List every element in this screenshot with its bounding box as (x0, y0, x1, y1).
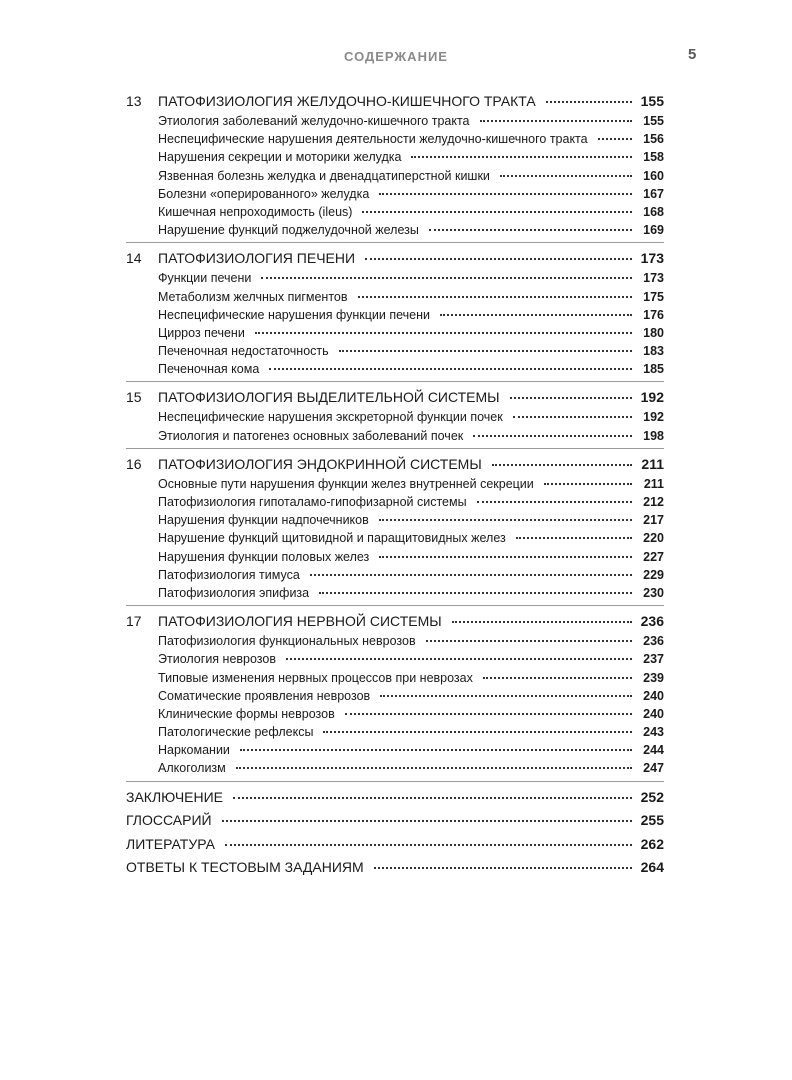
entry-page-number: 173 (643, 271, 664, 286)
entry-page-number: 175 (643, 289, 664, 304)
dot-leader (286, 657, 632, 660)
chapter-block (126, 610, 664, 782)
section-entry[interactable] (126, 529, 664, 547)
dot-leader (345, 712, 632, 715)
chapter-number: 15 (126, 389, 142, 406)
entry-title: Алкоголизм (158, 761, 226, 776)
dot-leader (452, 620, 632, 623)
entry-page-number: 244 (643, 743, 664, 758)
chapter-heading[interactable] (126, 610, 664, 632)
section-entry[interactable] (126, 130, 664, 148)
entry-page-number: 243 (643, 725, 664, 740)
entry-title: Нарушения секреции и моторики желудка (158, 150, 402, 165)
dot-leader (269, 367, 632, 370)
entry-page-number: 192 (640, 389, 664, 406)
entry-page-number: 227 (643, 549, 664, 564)
entry-page-number: 255 (640, 812, 664, 829)
dot-leader (480, 119, 633, 122)
entry-title: Патофизиология тимуса (158, 567, 300, 582)
dot-leader (240, 748, 632, 751)
entry-title: Цирроз печени (158, 325, 245, 340)
chapter-number: 13 (126, 93, 142, 109)
entry-page-number: 192 (643, 410, 664, 425)
entry-page-number: 252 (640, 788, 664, 805)
dot-leader (473, 434, 632, 437)
entry-title: ОТВЕТЫ К ТЕСТОВЫМ ЗАДАНИЯМ (126, 859, 364, 876)
dot-leader (500, 174, 632, 177)
dot-leader (358, 295, 632, 298)
entry-page-number: 212 (643, 495, 664, 509)
dot-leader (379, 192, 632, 195)
section-entry[interactable] (126, 408, 664, 426)
section-entry[interactable] (126, 324, 664, 342)
entry-title: ПАТОФИЗИОЛОГИЯ ВЫДЕЛИТЕЛЬНОЙ СИСТЕМЫ (158, 389, 500, 406)
section-entry[interactable] (126, 112, 664, 130)
entry-title: Клинические формы неврозов (158, 706, 335, 721)
entry-title: Нарушения функции надпочечников (158, 513, 369, 528)
dot-leader (546, 100, 632, 103)
section-entry[interactable] (126, 511, 664, 529)
chapter-heading[interactable] (126, 386, 664, 408)
section-entry[interactable] (126, 632, 664, 650)
entry-title: Нарушение функций щитовидной и паращитовидных желез (158, 531, 506, 546)
dot-leader (319, 591, 632, 594)
entry-page-number: 156 (643, 132, 664, 147)
section-entry[interactable] (126, 203, 664, 221)
dot-leader (513, 415, 632, 418)
back-matter-block (126, 786, 664, 883)
dot-leader (310, 573, 632, 576)
entry-page-number: 247 (643, 761, 664, 776)
entry-page-number: 198 (643, 428, 664, 443)
dot-leader (510, 396, 632, 399)
dot-leader (233, 796, 632, 799)
entry-page-number: 239 (643, 670, 664, 685)
section-entry[interactable] (126, 269, 664, 287)
entry-title: Кишечная непроходимость (ileus) (158, 204, 353, 219)
dot-leader (516, 536, 632, 539)
section-entry[interactable] (126, 584, 664, 602)
entry-title: Нарушения функции половых желез (158, 549, 370, 564)
entry-page-number: 217 (643, 513, 664, 528)
dot-leader (544, 482, 632, 485)
entry-page-number: 160 (643, 168, 664, 183)
dot-leader (225, 843, 632, 846)
section-entry[interactable] (126, 566, 664, 584)
dot-leader (429, 228, 632, 231)
dot-leader (365, 257, 632, 260)
entry-title: ПАТОФИЗИОЛОГИЯ ПЕЧЕНИ (158, 250, 356, 267)
entry-page-number: 173 (640, 250, 664, 267)
dot-leader (483, 676, 632, 679)
section-entry[interactable] (126, 221, 664, 239)
dot-leader (379, 518, 632, 521)
entry-title: Патофизиология гипоталамо-гипофизарной системы (158, 495, 467, 509)
back-matter-entry[interactable] (126, 833, 664, 857)
entry-title: Печеночная кома (158, 362, 260, 377)
entry-page-number: 264 (640, 859, 664, 876)
dot-leader (374, 866, 632, 869)
entry-page-number: 185 (643, 362, 664, 377)
dot-leader (339, 349, 632, 352)
chapter-block (126, 386, 664, 448)
entry-title: Этиология и патогенез основных заболеваний почек (158, 428, 464, 443)
dot-leader (379, 555, 632, 558)
section-entry[interactable] (126, 360, 664, 378)
entry-title: ЛИТЕРАТУРА (126, 835, 215, 852)
entry-title: Нарушение функций поджелудочной железы (158, 223, 419, 238)
dot-leader (426, 639, 632, 642)
dot-leader (598, 137, 632, 140)
section-entry[interactable] (126, 493, 664, 511)
entry-title: Метаболизм желчных пигментов (158, 289, 348, 304)
back-matter-entry[interactable] (126, 786, 664, 810)
chapter-block (126, 453, 664, 606)
dot-leader (362, 210, 632, 213)
dot-leader (255, 331, 632, 334)
entry-page-number: 237 (643, 652, 664, 667)
section-entry[interactable] (126, 185, 664, 203)
section-entry[interactable] (126, 723, 664, 741)
entry-title: Типовые изменения нервных процессов при неврозах (158, 670, 473, 685)
section-entry[interactable] (126, 427, 664, 445)
entry-title: Этиология заболеваний желудочно-кишечного тракта (158, 114, 470, 128)
dot-leader (380, 694, 632, 697)
entry-title: Соматические проявления неврозов (158, 688, 371, 703)
entry-title: Патологические рефлексы (158, 725, 314, 740)
section-entry[interactable] (126, 167, 664, 185)
entry-page-number: 262 (640, 835, 664, 852)
entry-title: Функции печени (158, 271, 252, 286)
entry-page-number: 155 (643, 114, 664, 128)
section-entry[interactable] (126, 288, 664, 306)
chapter-heading[interactable] (126, 90, 664, 112)
dot-leader (411, 155, 632, 158)
entry-page-number: 169 (643, 223, 664, 238)
entry-title: Этиология неврозов (158, 652, 276, 667)
entry-title: Патофизиология эпифиза (158, 585, 310, 600)
entry-title: ПАТОФИЗИОЛОГИЯ ЭНДОКРИННОЙ СИСТЕМЫ (158, 455, 482, 472)
section-entry[interactable] (126, 306, 664, 324)
section-entry[interactable] (126, 342, 664, 360)
chapter-heading[interactable] (126, 247, 664, 269)
dot-leader (440, 313, 632, 316)
section-entry[interactable] (126, 705, 664, 723)
entry-title: Болезни «оперированного» желудка (158, 186, 370, 201)
entry-page-number: 240 (643, 706, 664, 721)
section-entry[interactable] (126, 687, 664, 705)
entry-page-number: 155 (640, 93, 664, 109)
back-matter-entry[interactable] (126, 809, 664, 833)
dot-leader (477, 500, 632, 503)
table-of-contents (126, 90, 664, 887)
entry-page-number: 236 (643, 634, 664, 649)
entry-page-number: 183 (643, 344, 664, 359)
entry-page-number: 230 (643, 585, 664, 600)
dot-leader (236, 766, 632, 769)
entry-page-number: 211 (641, 455, 664, 472)
dot-leader (492, 463, 632, 466)
running-head: СОДЕРЖАНИЕ (344, 49, 448, 64)
back-matter-entry[interactable] (126, 856, 664, 880)
entry-title: Язвенная болезнь желудка и двенадцатиперстной кишки (158, 168, 490, 183)
entry-title: ПАТОФИЗИОЛОГИЯ ЖЕЛУДОЧНО-КИШЕЧНОГО ТРАКТА (158, 93, 536, 109)
section-entry[interactable] (126, 475, 664, 493)
entry-title: ПАТОФИЗИОЛОГИЯ НЕРВНОЙ СИСТЕМЫ (158, 613, 442, 630)
entry-title: ЗАКЛЮЧЕНИЕ (126, 788, 223, 805)
chapter-number: 14 (126, 250, 142, 267)
entry-page-number: 168 (643, 204, 664, 219)
entry-title: Неспецифические нарушения функции печени (158, 307, 430, 322)
dot-leader (261, 276, 632, 279)
chapter-number: 16 (126, 455, 142, 472)
entry-page-number: 229 (643, 567, 664, 582)
entry-title: Наркомании (158, 743, 230, 758)
section-entry[interactable] (126, 741, 664, 759)
section-entry[interactable] (126, 548, 664, 566)
section-entry[interactable] (126, 669, 664, 687)
chapter-block (126, 247, 664, 382)
entry-title: Основные пути нарушения функции желез внутренней секреции (158, 476, 534, 491)
chapter-heading[interactable] (126, 453, 664, 475)
dot-leader (323, 730, 632, 733)
section-entry[interactable] (126, 650, 664, 668)
entry-page-number: 180 (643, 325, 664, 340)
entry-title: Неспецифические нарушения деятельности желудочно-кишечного тракта (158, 132, 588, 147)
entry-page-number: 158 (643, 150, 664, 165)
entry-page-number: 211 (643, 476, 664, 491)
dot-leader (222, 819, 632, 822)
entry-page-number: 236 (640, 613, 664, 630)
entry-title: Патофизиология функциональных неврозов (158, 634, 416, 649)
chapter-number: 17 (126, 613, 142, 630)
section-entry[interactable] (126, 148, 664, 166)
entry-title: Неспецифические нарушения экскреторной функции почек (158, 410, 503, 425)
entry-page-number: 240 (643, 688, 664, 703)
entry-page-number: 220 (643, 531, 664, 546)
entry-page-number: 167 (643, 186, 664, 201)
section-entry[interactable] (126, 759, 664, 777)
entry-title: ГЛОССАРИЙ (126, 812, 212, 829)
entry-title: Печеночная недостаточность (158, 344, 329, 359)
chapter-block (126, 90, 664, 243)
page-number: 5 (688, 46, 697, 63)
entry-page-number: 176 (643, 307, 664, 322)
